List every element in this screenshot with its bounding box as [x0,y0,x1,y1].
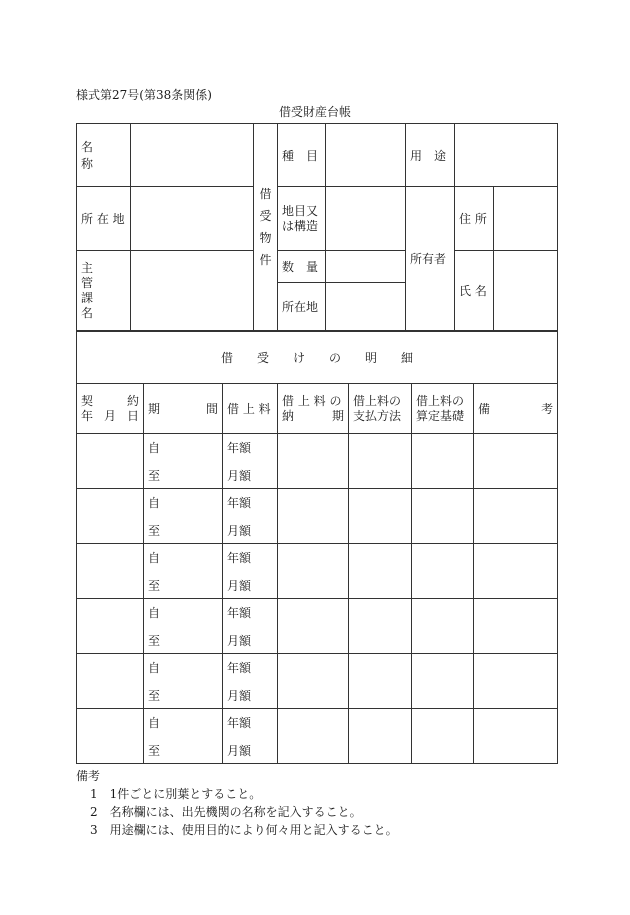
name-value[interactable] [131,124,254,187]
prop-location-label: 所在地 [278,283,326,331]
calc-basis-cell[interactable] [412,489,474,544]
monthly-label: 月額 [227,633,252,648]
due-cell[interactable] [278,434,349,489]
period-cell[interactable] [144,599,223,654]
lease-detail-table [76,331,558,764]
annual-label: 年額 [227,495,252,510]
kind-label: 種 目 [278,124,326,187]
monthly-label: 月額 [227,578,252,593]
location-label: 所 在 地 [77,187,131,251]
department-value[interactable] [131,251,254,331]
table-row [77,654,558,709]
from-label: 自 [148,440,161,455]
period-cell[interactable] [144,489,223,544]
page-title: 借受財産台帳 [278,105,351,119]
from-label: 自 [148,550,161,565]
col-fee: 借 上 料 [223,384,278,434]
notes-heading: 備考 [76,769,101,783]
department-label: 主 管 課 名 [77,251,131,331]
land-structure-label: 地目又 は構造 [278,187,326,251]
due-cell[interactable] [278,544,349,599]
remarks-cell[interactable] [474,434,558,489]
to-label: 至 [148,523,161,538]
property-label [254,124,278,331]
period-cell[interactable] [144,654,223,709]
contract-date-cell[interactable] [77,489,144,544]
col-period: 期 間 [144,384,223,434]
fee-cell[interactable] [223,544,278,599]
to-label: 至 [148,633,161,648]
contract-date-cell[interactable] [77,434,144,489]
contract-date-cell[interactable] [77,599,144,654]
property-label-char: 物 [259,231,272,245]
col-payment-method: 借上料の 支払方法 [349,384,412,434]
calc-basis-cell[interactable] [412,544,474,599]
form-number: 様式第27号(第38条関係) [76,88,212,102]
land-structure-value[interactable] [326,187,406,251]
note-item: 1 1件ごとに別葉とすること。 [90,787,262,801]
quantity-label: 数 量 [278,251,326,283]
annual-label: 年額 [227,660,252,675]
from-label: 自 [148,605,161,620]
table-row [77,434,558,489]
remarks-cell[interactable] [474,544,558,599]
address-value[interactable] [494,187,558,251]
annual-label: 年額 [227,715,252,730]
location-value[interactable] [131,187,254,251]
contract-date-cell[interactable] [77,709,144,764]
to-label: 至 [148,468,161,483]
payment-method-cell[interactable] [349,544,412,599]
col-remarks: 備 考 [474,384,558,434]
annual-label: 年額 [227,440,252,455]
quantity-value[interactable] [326,251,406,283]
owner-name-value[interactable] [494,251,558,331]
use-label: 用 途 [406,124,455,187]
use-value[interactable] [455,124,558,187]
due-cell[interactable] [278,709,349,764]
note-item: 2 名称欄には、出先機関の名称を記入すること。 [90,805,362,819]
calc-basis-cell[interactable] [412,599,474,654]
payment-method-cell[interactable] [349,489,412,544]
fee-cell[interactable] [223,654,278,709]
monthly-label: 月額 [227,468,252,483]
address-label: 住 所 [455,187,494,251]
due-cell[interactable] [278,489,349,544]
to-label: 至 [148,743,161,758]
to-label: 至 [148,688,161,703]
fee-cell[interactable] [223,709,278,764]
table-row [77,489,558,544]
remarks-cell[interactable] [474,709,558,764]
payment-method-cell[interactable] [349,599,412,654]
from-label: 自 [148,495,161,510]
owner-name-label: 氏 名 [455,251,494,331]
table-row [77,709,558,764]
contract-date-cell[interactable] [77,654,144,709]
remarks-cell[interactable] [474,599,558,654]
payment-method-cell[interactable] [349,709,412,764]
monthly-label: 月額 [227,523,252,538]
col-calc-basis: 借上料の 算定基礎 [412,384,474,434]
remarks-cell[interactable] [474,654,558,709]
fee-cell[interactable] [223,489,278,544]
due-cell[interactable] [278,654,349,709]
fee-cell[interactable] [223,434,278,489]
period-cell[interactable] [144,434,223,489]
remarks-cell[interactable] [474,489,558,544]
payment-method-cell[interactable] [349,654,412,709]
kind-value[interactable] [326,124,406,187]
fee-cell[interactable] [223,599,278,654]
annual-label: 年額 [227,605,252,620]
detail-section-title: 借 受 け の 明 細 [77,332,558,384]
to-label: 至 [148,578,161,593]
from-label: 自 [148,660,161,675]
name-label: 名 称 [77,124,131,187]
monthly-label: 月額 [227,743,252,758]
property-label-char: 件 [259,253,272,267]
annual-label: 年額 [227,550,252,565]
monthly-label: 月額 [227,688,252,703]
table-row [77,599,558,654]
notes [76,767,398,839]
col-due: 借 上 料 の 納 期 [278,384,349,434]
contract-date-cell[interactable] [77,544,144,599]
from-label: 自 [148,715,161,730]
payment-method-cell[interactable] [349,434,412,489]
period-cell[interactable] [144,544,223,599]
property-label-char: 受 [259,209,272,223]
period-cell[interactable] [144,709,223,764]
prop-location-value[interactable] [326,283,406,331]
due-cell[interactable] [278,599,349,654]
calc-basis-cell[interactable] [412,654,474,709]
calc-basis-cell[interactable] [412,709,474,764]
col-contract-date: 契 約 年 月 日 [77,384,144,434]
property-label-char: 借 [259,187,272,201]
table-row [77,544,558,599]
note-item: 3 用途欄には、使用目的により何々用と記入すること。 [90,823,398,837]
calc-basis-cell[interactable] [412,434,474,489]
property-info-table [76,123,558,331]
owner-label: 所有者 [406,187,455,331]
